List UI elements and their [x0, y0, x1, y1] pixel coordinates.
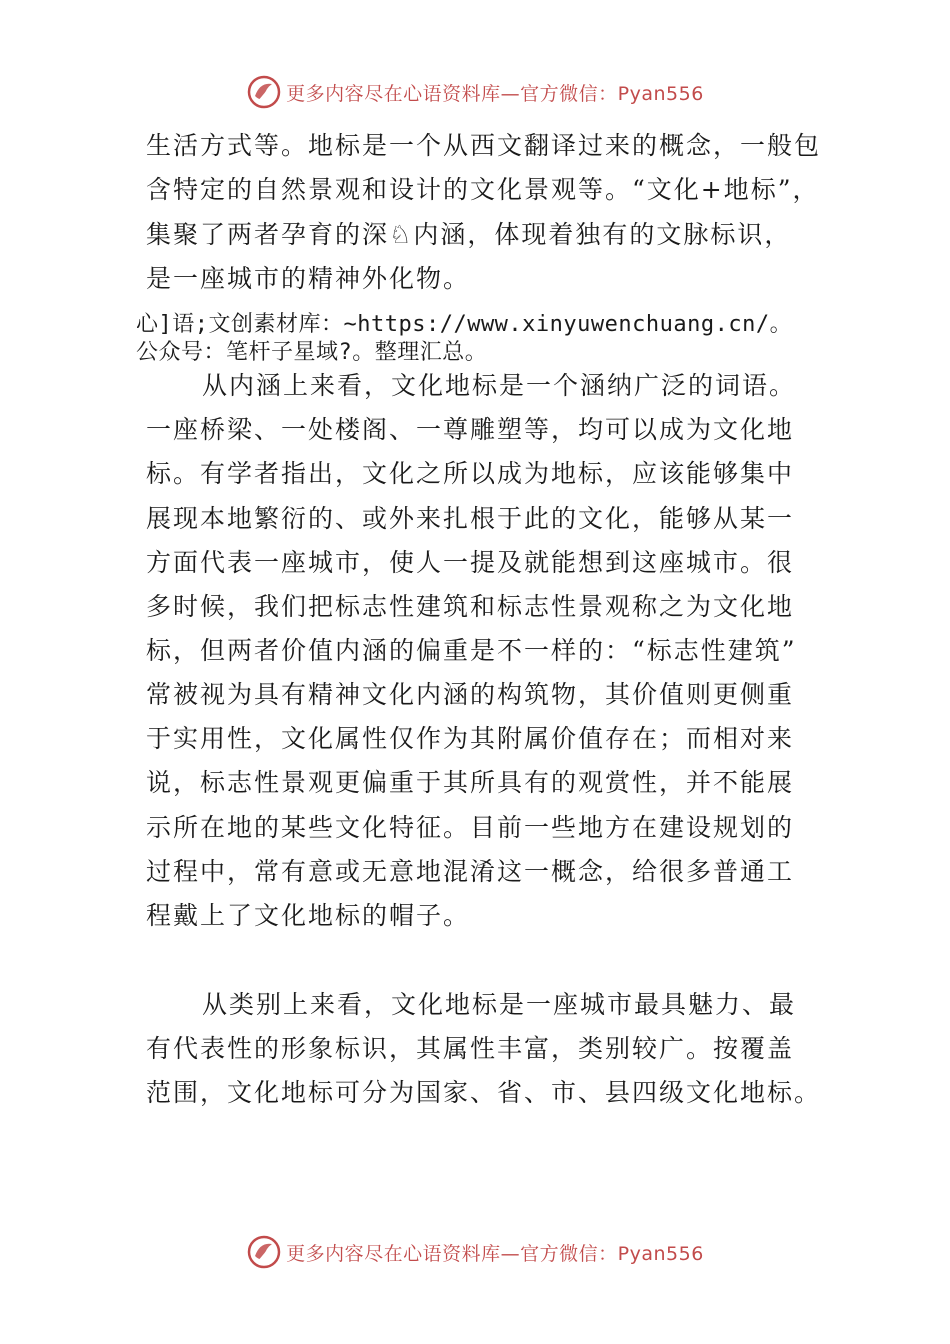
footer-banner	[0, 1232, 950, 1272]
footer-banner-text: 更多内容尽在心语资料库—官方微信：Pyan556	[286, 1242, 704, 1265]
logo-icon	[246, 1234, 282, 1270]
section1-line-4: 是一座城市的精神外化物。	[146, 264, 471, 293]
logo-icon	[246, 74, 282, 110]
section2-line-9: 于实用性，文化属性仅作为其附属价值存在；而相对来	[146, 724, 795, 753]
section2-line-11: 示所在地的某些文化特征。目前一些地方在建设规划的	[146, 813, 795, 842]
section2-line-3: 标。有学者指出，文化之所以成为地标，应该能够集中	[146, 459, 795, 488]
section2-line-4: 展现本地繁衍的、或外来扎根于此的文化，能够从某一	[146, 504, 795, 533]
header-banner	[0, 72, 950, 112]
section2-line-8: 常被视为具有精神文化内涵的构筑物，其价值则更侧重	[146, 680, 795, 709]
section2-line-10: 说，标志性景观更偏重于其所具有的观赏性，并不能展	[146, 768, 795, 797]
section2-line-2: 一座桥梁、一处楼阁、一尊雕塑等，均可以成为文化地	[146, 415, 795, 444]
section2-line-13: 程戴上了文化地标的帽子。	[146, 901, 471, 930]
section3-line-3: 范围，文化地标可分为国家、省、市、县四级文化地标。	[146, 1078, 822, 1107]
section1-line-2: 含特定的自然景观和设计的文化景观等。“文化+地标”，	[146, 175, 820, 204]
source-note-line-2: 公众号：笔杆子星域?。整理汇总。	[136, 340, 488, 365]
section1-line-3: 集聚了两者孕育的深♘内涵，体现着独有的文脉标识，	[146, 220, 792, 249]
section3-line-1: 从类别上来看，文化地标是一座城市最具魅力、最	[202, 990, 797, 1019]
section2-line-6: 多时候，我们把标志性建筑和标志性景观称之为文化地	[146, 592, 795, 621]
section1-line-1: 生活方式等。地标是一个从西文翻译过来的概念，一般包	[146, 131, 822, 160]
source-note-line-1: 心]语;文创素材库：~https://www.xinyuwenchuang.cn/。	[136, 312, 793, 337]
section2-line-7: 标，但两者价值内涵的偏重是不一样的：“标志性建筑”	[146, 636, 797, 665]
header-banner-text: 更多内容尽在心语资料库—官方微信：Pyan556	[286, 82, 704, 105]
section2-line-12: 过程中，常有意或无意地混淆这一概念，给很多普通工	[146, 857, 795, 886]
section2-line-1: 从内涵上来看，文化地标是一个涵纳广泛的词语。	[202, 371, 797, 400]
section3-line-2: 有代表性的形象标识，其属性丰富，类别较广。按覆盖	[146, 1034, 795, 1063]
section2-line-5: 方面代表一座城市，使人一提及就能想到这座城市。很	[146, 548, 795, 577]
